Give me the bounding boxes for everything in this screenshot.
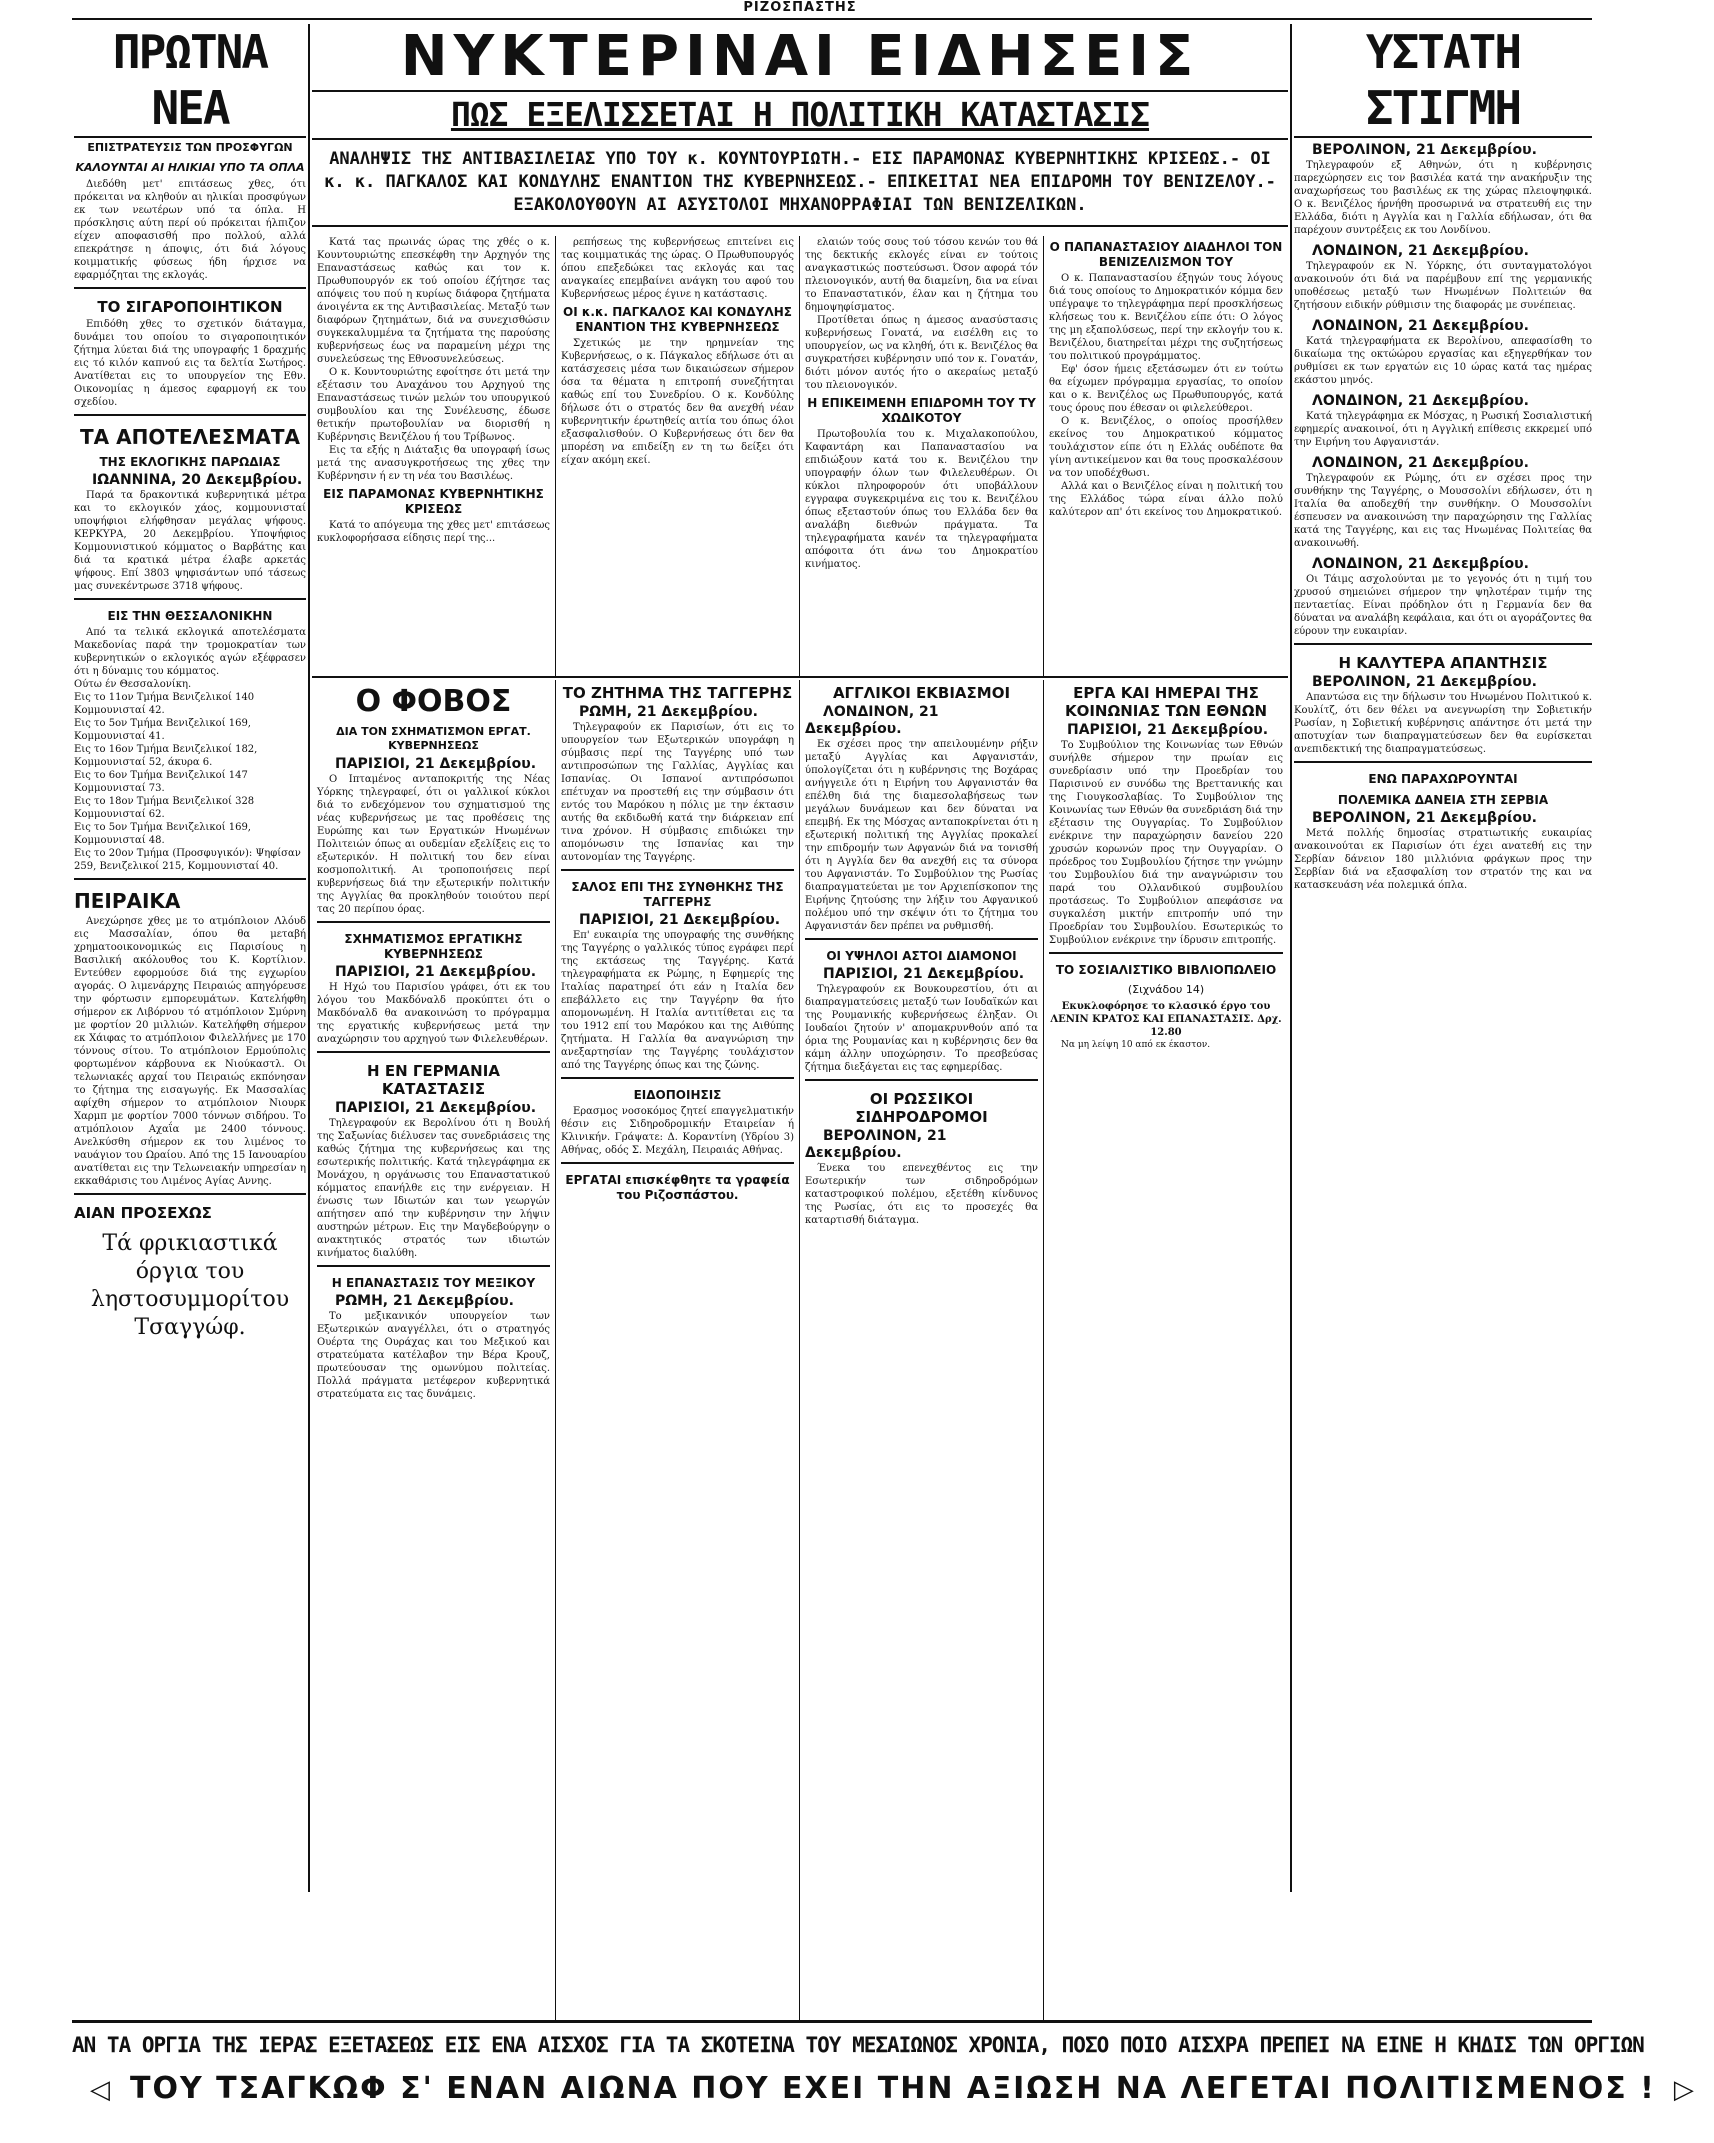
article-text: Ανεχώρησε χθες με το ατμόπλοιον Λλόυδ εις Μασσαλίαν, όπου θα μεταβή χρηματοοικονομικώς εις Παρισίους η Βασιλική ακόλουθος του Κ. Κορτίλιον. Εντεύθεν εφορμούσε διά της εγχωρίου αγοράς. Ο λιμενάρχης Πειραιώς απηγόρευσε την φόρτωσιν εμπορευμάτων. Κατελήφθη σήμερον εκ Λιβόρνου τό ατμόπλοιον Σμύρνη με φορτίον 20 μιλλιών. Κατελήφθη σήμερον εκ Χάιφας το ατμόπλοιον Φιλελλήνες με 170 τόννους σίτου. Το ατμόπλοιον Ερμούπολις φορτωμένον κάρβουνα εκ Νιούκαστλ. Οι τελωνιακές αρχαί του Πειραιώς εκπόνησαν το ζήτημα της εισαγωγής. Εκ Μασσαλίας αφίχθη σήμερον το ατμόπλοιον Νιουρκ Χαρμπ με φορτίον 7000 τόννων σιδήρου. Το ατμόπλοιον Αχαΐα με 2400 τόννους. Ανελκύσθη σήμερον εκ του λιμένος το ναυάγιον του Ωραίου. Από της 15 Ιανουαρίου ανατίθεται εις την Τελωνειακήν υπηρεσίαν η εκκαθάρισις του Λιμένος Αγίας Αννης. <box>74 916 306 1187</box>
divider <box>805 938 1038 940</box>
left-kicker: ΕΠΙΣΤΡΑΤΕΥΣΙΣ ΤΩΝ ΠΡΟΣΦΥΓΩΝ <box>87 141 293 154</box>
article-text: Κατά τηλεγράφημα εκ Μόσχας, η Ρωσική Σοσιαλιστική εφημερίς ανακοινοί, ότι η Αγγλική επίθεσις εκκρεμεί υπό την Ειρήνη του Αφγανιστάν. <box>1294 411 1592 448</box>
upper-article-grid <box>312 236 1288 678</box>
article-heading: ΤΑ ΑΠΟΤΕΛΕΣΜΑΤΑ <box>80 425 300 449</box>
banner-line-2 <box>72 2067 1696 2112</box>
article-heading: ΕΙΣ ΤΗΝ ΘΕΣΣΑΛΟΝΙΚΗΝ <box>107 609 273 623</box>
article-text: Κατά το απόγευμα της χθες μετ' επιτάσεως κυκλοφορήσασα είδησις περί της... <box>317 520 550 544</box>
article-column <box>1044 680 1288 2020</box>
article-text: Μετά πολλής δημοσίας στρατιωτικής ευκαιρίας ανακοινούται εκ Παρισίων ότι έχει ανατεθή εις την Σερβίαν δάνειον 180 μιλλιόνια φράγκων προς την Σερβίαν διά να εξασφαλίση τον στρατόν της και να κατασκευάση νέα πολεμικά όπλα. <box>1294 828 1592 891</box>
article-text: Εκυκλοφόρησε το κλασικό έργο του ΛΕΝΙΝ ΚΡΑΤΟΣ ΚΑΙ ΕΠΑΝΑΣΤΑΣΙΣ. Δρχ. 12.80 <box>1050 1001 1282 1038</box>
article-text: Ο Ιπταμένος ανταποκριτής της Νέας Υόρκης τηλεγραφεί, ότι οι γαλλικοί κύκλοι διά το ενδεχόμενον του σχηματισμού της νέας κυβερνήσεως με τας προθέσεις της Ευρώπης και των Εργατικών Ηνωμένων Πολιτειών όπως αι ουδεμίαν εξελίξεις εις το εξωτερικόν. Η πολιτική του δεν είναι κοσμοπολιτική. Αι τροποποιήσεις περί κυβερνήσεως διά την εξωτερικήν πολιτικήν της Αγγλίας θα προκληθούν τοιούτου περί τας 20 περίπου όρας. <box>317 774 550 915</box>
divider <box>74 414 306 416</box>
article-heading: Ο ΠΑΠΑΝΑΣΤΑΣΙΟΥ ΔΙΑΔΗΛΟΙ ΤΟΝ ΒΕΝΙΖΕΛΙΣΜΟΝ ΤΟΥ <box>1049 240 1283 269</box>
divider <box>1294 643 1592 645</box>
dateline: ΠΑΡΙΣΙΟΙ, 21 Δεκεμβρίου. <box>335 756 537 772</box>
result-line: Εις το 6ον Τμήμα Βενιζελικοί 147 Κομμουνισταί 73. <box>74 770 248 794</box>
article-text: Κατά τας πρωινάς ώρας της χθές ο κ. Κουντουριώτης επεσκέφθη την Αρχηγόν της Επαναστάσεως καθώς και τον κ. Πρωθυπουργόν εκ τού οποίου έζήτησε τας απόψεις του πού η κυρίως διάφορα ζητήματα άνοιγέντα εκ της Αντιβασιλείας. Μεταξύ των διαφόρων ζητημάτων, διά να συνεχισθώσιν συγκεκαλυμμένα τα ζητήματα της παρούσης κυβερνήσεως έως να παραμείνη μέχρι της συνελεύσεως της Εθνοσυνελεύσεως. <box>317 237 550 365</box>
result-line: Εις το 20ον Τμήμα (Προσφυγικόν): Ψηφίσαν 259, Βενιζελικοί 215, Κομμουνισταί 40. <box>74 848 301 872</box>
article-text: Τηλεγραφούν εκ Ρώμης, ότι εν σχέσει προς την συνθήκην της Ταγγέρης, ο Μουσσολίνι εδήλωσεν, ότι η Ιταλία θα αποδεχθή την συνθήκην. Ο Μουσσολίνι έσπευσεν να ανακοινώση την παραχώρησιν της Γαλλίας κατά της Ταγγέρης, και εις τας Ηνωμένας Πολιτείας θα ανακοινωθή. <box>1294 473 1592 549</box>
article-column <box>312 236 556 676</box>
article-heading: ΟΙ ΡΩΣΣΙΚΟΙ ΣΙΔΗΡΟΔΡΟΜΟΙ <box>855 1090 988 1126</box>
article-text: Οι Τάιμς ασχολούνται με το γεγονός ότι η τιμή του χρυσού σημειώνει σήμερον την ψηλοτέραν τιμήν της πενταετίας. Είναι πρόδηλον ότι η Γερμανία δεν θα δύναται να αναλάβη κεφάλαια, και ότι οι αγοράζοντες θα εύρουν την ευκαιρίαν. <box>1294 574 1592 637</box>
article-text: Απαντώσα εις την δήλωσιν του Ηνωμένου Πολιτικού κ. Κουλίτζ, ότι δεν θέλει να ανεγνωρίση την Σοβιετικήν Ρωσίαν, η Σοβιετική κυβέρνησις απάντησε ότι μετά την αποτυχίαν των διαπραγματεύσεων δεν θα ευρίσκεται ανεπιδεκτική της διαπραγματεύσεως. <box>1294 692 1592 755</box>
result-line: Εις το 5ον Τμήμα Βενιζελικοί 169, Κομμουνισταί 48. <box>74 822 251 846</box>
article-text: Ένεκα του επενεχθέντος εις την Εσωτερικήν των σιδηροδρόμων καταστροφικού πολέμου, εξετέθη κίνδυνος της Ρωσίας, ότι εις το προσεχές θα καταρτισθή διάταγμα. <box>805 1163 1038 1226</box>
dateline: ΠΑΡΙΣΙΟΙ, 21 Δεκεμβρίου. <box>335 1100 537 1116</box>
article-text: Πρωτοβουλία του κ. Μιχαλακοπούλου, Καφαντάρη και Παπαναστασίου να επιδιώξουν κατά του κ. Βενιζέλου την υπογραφήν όλων των Φιλελευθέρων. Οι κύκλοι πληροφορούν ότι υποβάλλουν εγγραφα συγκεκριμένα εις του κ. Βενιζέλου όπως εξεταστούν όπως του Ελλάδα δεν θα αναλάβη διεθνών πράγματα. Τα τηλεγραφήματα κανέν τα τηλεγραφήματα απόφοιτα ότι άνω του Δημοκρατίου κινήματος. <box>805 429 1038 570</box>
advertisement-text: Τά φρικιαστικά όργια του ληστοσυμμορίτου Τσαγγώφ. <box>90 1231 290 1340</box>
article-text: Παρά τα δρακοντικά κυβερνητικά μέτρα και το εκλογικόν χάος, κομμουνισταί υποψήφιοι ελήφθησαν μεγάλας ψήφους. ΚΕΡΚΥΡΑ, 20 Δεκεμβρίου. Υποψήφιος Κομμουνιστικού κόμματος ο Βαρβάτης και διά τα κρατικά μέτρα έλαβε αρκετάς ψήφους. Επί 3803 ψηφισάντων υπό τάσεως μας συνεκέντρωσε 3718 ψήφους. <box>74 490 306 592</box>
dateline: ΛΟΝΔΙΝΟΝ, 21 Δεκεμβρίου. <box>1312 243 1529 259</box>
article-text: Το μεξικανικόν υπουργείον των Εξωτερικών αναγγέλλει, ότι ο στρατηγός Ουέρτα της Ουράχας και του Μεξικού και στρατεύματα κατέλαβον την Βέρα Κρουζ, πρωτεύουσαν της ομωνύμου πολιτείας. Πολλά πράγματα μετέφερον κυβερνητικά στρατεύματα εις τας δυνάμεις. <box>317 1311 550 1400</box>
article-column <box>1044 236 1288 676</box>
headline-deck: ΑΝΑΛΗΨΙΣ ΤΗΣ ΑΝΤΙΒΑΣΙΛΕΙΑΣ ΥΠΟ ΤΟΥ κ. ΚΟΥΝΤΟΥΡΙΩΤΗ.- ΕΙΣ ΠΑΡΑΜΟΝΑΣ ΚΥΒΕΡΝΗΤΙΚΗΣ ΚΡΙΣΕΩΣ.- ΟΙ κ. κ. ΠΑΓΚΑΛΟΣ ΚΑΙ ΚΟΝΔΥΛΗΣ ΕΝΑΝΤΙΟΝ ΤΗΣ ΚΥΒΕΡΝΗΣΕΩΣ.- ΕΠΙΚΕΙΤΑΙ ΝΕΑ ΕΠΙΔΡΟΜΗ ΤΟΥ ΒΕΝΙΖΕΛΟΥ.- ΕΞΑΚΟΛΟΥΘΟΥΝ ΑΙ ΑΣΥΣΤΟΛΟΙ ΜΗΧΑΝΟΡΡΑΦΙΑΙ ΤΩΝ ΒΕΝΙΖΕΛΙΚΩΝ. <box>312 140 1288 227</box>
article-heading: ΑΙΑΝ ΠΡΟΣΕΧΩΣ <box>74 1204 212 1222</box>
center-column <box>312 24 1288 2015</box>
article-heading: ΕΝΩ ΠΑΡΑΧΩΡΟΥΝΤΑΙ <box>1368 772 1518 786</box>
article-heading: Η ΕΠΙΚΕΙΜΕΝΗ ΕΠΙΔΡΟΜΗ ΤΟΥ ΤΥ ΧΩΔΙΚΟΤΟΥ <box>807 396 1036 425</box>
sub-headline: ΠΩΣ ΕΞΕΛΙΣΣΕΤΑΙ Η ΠΟΛΙΤΙΚΗ ΚΑΤΑΣΤΑΣΙΣ <box>312 92 1288 140</box>
article-heading: ΕΙΔΟΠΟΙΗΣΙΣ <box>633 1088 722 1102</box>
left-arrow-icon: ◁ <box>90 2075 112 2105</box>
dateline: ΒΕΡΟΛΙΝΟΝ, 21 Δεκεμβρίου. <box>805 1128 947 1161</box>
divider <box>317 921 550 923</box>
divider <box>561 869 794 871</box>
article-column <box>800 236 1044 676</box>
column-divider <box>1290 24 1292 1892</box>
dateline: ΠΑΡΙΣΙΟΙ, 21 Δεκεμβρίου. <box>579 912 781 928</box>
article-column <box>556 680 800 2020</box>
banner-line-1: ΑΝ ΤΑ ΟΡΓΙΑ ΤΗΣ ΙΕΡΑΣ ΕΞΕΤΑΣΕΩΣ ΕΙΣ ΕΝΑ ΑΙΣΧΟΣ ΓΙΑ ΤΑ ΣΚΟΤΕΙΝΑ ΤΟΥ ΜΕΣΑΙΩΝΟΣ ΧΡΟΝΙΑ, ΠΟΣΟ ΠΟΙΟ ΑΙΣΧΡΑ ΠΡΕΠΕΙ ΝΑ ΕΙΝΕ Η ΚΗΔΙΣ ΤΩΝ ΟΡΓΙΩΝ <box>72 2033 1644 2057</box>
article-text: Ο κ. Παπαναστασίου έξηγών τους λόγους διά τους οποίους το Δημοκρατικόν κόμμα δεν υπέγραψε το τηλεγράφημα περί προσκλήσεως κλήσεως του κ. Βενιζέλου είπε ότι: Ο λόγος της μη εξαπολύσεως, περί την εκλογήν του κ. Βενιζέλου, διατηρείται μέχρι της συζητήσεως του πολιτικού προγράμματος. <box>1049 273 1283 362</box>
article-heading: Η ΕΠΑΝΑΣΤΑΣΙΣ ΤΟΥ ΜΕΞΙΚΟΥ <box>331 1276 536 1290</box>
article-column <box>556 236 800 676</box>
divider <box>805 1079 1038 1081</box>
article-text: Ο κ. Κουντουριώτης εφοίτησε ότι μετά την εξέτασιν του Αναχάνου του Αρχηγού της Επαναστάσεως τινών μελών του υπουργικού συμβουλίου και της Συνέλευσης, έδωσε θετικήν πρωτοβουλίαν να διορισθή η Κυβέρνησις Βενιζέλου ή του Τρίβωνος. <box>317 367 550 443</box>
divider <box>317 1265 550 1267</box>
article-heading: ΕΙΣ ΠΑΡΑΜΟΝΑΣ ΚΥΒΕΡΝΗΤΙΚΗΣ ΚΡΙΣΕΩΣ <box>323 487 544 516</box>
article-text: Αλλά και ο Βενιζέλος είναι η πολιτική του της Ελλάδος τώρα είναι άλλο πολύ καλύτερον απ' ότι εκείνος του Δημοκρατικού. <box>1049 481 1283 518</box>
article-text: Τηλεγραφούν εκ Ν. Υόρκης, ότι συνταγματολόγοι ανακοινούν ότι διά να παρέμβουν επί της γερμανικής υποθέσεως μεταξύ των Ηνωμένων Πολιτειών θα ζητήσουν ειδικήν ρύθμισιν της διαφοράς με συνέπειας. <box>1294 261 1592 311</box>
divider <box>561 1077 794 1079</box>
dateline: ΛΟΝΔΙΝΟΝ, 21 Δεκεμβρίου. <box>1312 455 1529 471</box>
dateline: ΒΕΡΟΛΙΝΟΝ, 21 Δεκεμβρίου. <box>1312 142 1537 158</box>
dateline: ΡΩΜΗ, 21 Δεκεμβρίου. <box>579 704 758 720</box>
article-text: Η Ηχώ του Παρισίου γράφει, ότι εκ του λόγου του Μακδόναλδ προκύπτει ότι ο Μακδόναλδ θα ανακοινώση το πρόγραμμα της εργατικής κυβερνήσεως μετά την αναχώρησιν του αρχηγού των Φιλελευθέρων. <box>317 982 550 1045</box>
article-text: Τηλεγραφούν εκ Βερολίνου ότι η Βουλή της Σαξωνίας διέλυσεν τας συνεδριάσεις της καθώς ζήτημα της κυβερνήσεως και της εσωτερικής πολιτικής. Κατά τηλεγράφημα εκ Μονάχου, η οργάνωσις του Επαναστατικού κόμματος επανήλθε εις την ενέργειαν. Η ένωσις των Ιδιωτών και των γεωργών απήτησεν από την κυβέρνησιν την λήψιν αυστηρών μέτρων. Εις την Μαγδεβούργην ο ανακτητικός στρατός των ιδιωτών κινήματος διαλύθη. <box>317 1118 550 1259</box>
result-line: Εις το 11ον Τμήμα Βενιζελικοί 140 Κομμουνισταί 42. <box>74 692 255 716</box>
article-text: Κατά τηλεγραφήματα εκ Βερολίνου, απεφασίσθη το δικαίωμα της οκτώώρου εργασίας και εξηγερθήκαν τον ρυθμίσει εκ των εργατών εις 10 ώρας κατά τας ημέρας εκάστου μηνός. <box>1294 336 1592 386</box>
result-line: Εις το 5ον Τμήμα Βενιζελικοί 169, Κομμουνισταί 41. <box>74 718 251 742</box>
dateline: ΠΑΡΙΣΙΟΙ, 21 Δεκεμβρίου. <box>823 966 1025 982</box>
article-heading: ΕΡΓΑ ΚΑΙ ΗΜΕΡΑΙ ΤΗΣ ΚΟΙΝΩΝΙΑΣ ΤΩΝ ΕΘΝΩΝ <box>1064 684 1268 720</box>
masthead: ΡΙΖΟΣΠΑΣΤΗΣ <box>743 0 857 15</box>
article-text: Τηλεγραφούν εκ Παρισίων, ότι εις το υπουργείον των Εξωτερικών υπογράφη η σύμβασις περί της Ταγγέρης υπό των αντιπροσώπων της Γαλλίας, Αγγλίας και Ισπανίας. Οι Ισπανοί αντιπρόσωποι επέτυχαν να προστεθή εις την σύμβασιν ότι εντός του Μαρόκου η πόλις με την έκτασιν αυτής θα εκδιδωθή κατά την διάρκειαν επί τινα χρόνον. Η σύμβασις επιδιώκει την απομόνωσιν της Ισπανίας και την αυτονομίαν της Ταγγέρης. <box>561 722 794 863</box>
dateline: ΡΩΜΗ, 21 Δεκεμβρίου. <box>335 1293 514 1309</box>
article-heading: ΕΡΓΑΤΑΙ επισκέφθητε τα γραφεία του Ριζοσπάστου. <box>565 1173 790 1202</box>
article-text: Να μη λείψη 10 από εκ έκαστον. <box>1061 1040 1211 1050</box>
dateline: ΒΕΡΟΛΙΝΟΝ, 21 Δεκεμβρίου. <box>1312 674 1537 690</box>
divider <box>74 878 306 880</box>
article-text: Διεδόθη μετ' επιτάσεως χθες, ότι πρόκειται να κληθούν αι ηλικίαι προσφύγων εκ των νεωτέρων υπό τα όπλα. Η πρόσκλησις αύτη περί ού πρόκειται ήλπιζον είχεν αποφασισθή προ πολλού, αλλά επεκράτησε η άποψις, ότι διά λόγους κοιμματικής φύσεως ήδη ήρχισε να εφαρμόζηται της εκλογάς. <box>74 179 306 281</box>
article-text: Εις τα εξής η Διάταξις θα υπογραφή ίσως μετά της ανασυγκροτήσεως της χθες την Κυβέρνησιν ή εν τη νέα του Βασιλέως. <box>317 445 550 482</box>
election-results <box>74 678 306 873</box>
divider <box>1049 952 1283 954</box>
article-text: Από τα τελικά εκλογικά αποτελέσματα Μακεδονίας παρά την τρομοκρατίαν των κυβερνητικών ο εκλογικός αγών εξέφρασεν ότι η δύναμις του κόμματος. <box>74 627 306 677</box>
article-heading: ΠΕΙΡΑΙΚΑ <box>74 889 181 913</box>
article-text: Επ' ευκαιρία της υπογραφής της συνθήκης της Ταγγέρης ο γαλλικός τύπος εγράφει περί της εκτάσεως της Ταγγέρης. Κατά τηλεγραφήματα εκ Ρώμης, η Εφημερίς της Ιταλίας παρατηρεί ότι εάν η Ιταλία δεν επεβάλλετο εις την Ταγγέρην θα ήτο απομονωμένη. Η Ιταλία αντιτίθεται εις τα του 1912 επί του Μαρόκου και της Αιθύπης ζητήματα. Η Γαλλία θα αναγνώριση την ανεξαρτησίαν της Ταγγέρης τουλάχιστον από της Ταγγέρης όπως και της ζώνης. <box>561 930 794 1071</box>
right-column <box>1294 24 1592 2015</box>
article-text: Επιδόθη χθες το σχετικόν διάταγμα, δυνάμει του οποίου το σιγαροποιητικόν ζήτημα λύεται διά της υπογραφής 1 δραχμής εις τό κιλόν καπνού εις τα δελτία Σωτήρος. Ανατίθεται εις το υπουργείον της Εθν. Οικονομίας η άμεσος εφαρμογή εκ του σχεδίου. <box>74 319 306 408</box>
right-arrow-icon: ▷ <box>1673 2075 1696 2105</box>
article-heading: ΤΟ ΣΟΣΙΑΛΙΣΤΙΚΟ ΒΙΒΛΙΟΠΩΛΕΙΟ <box>1055 963 1277 977</box>
divider <box>561 1162 794 1164</box>
dateline: ΙΩΑΝΝΙΝΑ, 20 Δεκεμβρίου. <box>92 472 303 488</box>
column-divider <box>308 24 310 1892</box>
top-rule <box>72 18 1592 20</box>
article-column <box>800 680 1044 2020</box>
article-heading: ΑΓΓΛΙΚΟΙ ΕΚΒΙΑΣΜΟΙ <box>832 684 1011 702</box>
article-text: Σχετικώς με την ηρημνείαν της Κυβερνήσεως, ο κ. Πάγκαλος εδήλωσε ότι αι κατάσχεσεις μέσα των δικαιώσεων σήμερον όσα τα θέματα η επιτροπή συνεζήτηται καθώς επί του Συνεδρίου. Ο κ. Κονδύλης δήλωσε ότι ο στρατός δεν θα ανεχθή νέαν κυβερνητικήν έρωτηθείς αιτία του όπως όλοι εξασφαλισθούν. Ο Κυβερνήσεως ότι δεν θα μπορέση να επιδείξη εν τη τω δείξει ότι είχαν ακόμη εκεί. <box>561 338 794 466</box>
dateline: ΛΟΝΔΙΝΟΝ, 21 Δεκεμβρίου. <box>1312 556 1529 572</box>
bottom-banner <box>72 2020 1696 2141</box>
dateline: ΒΕΡΟΛΙΝΟΝ, 21 Δεκεμβρίου. <box>1312 810 1537 826</box>
result-line: Εις το 16ον Τμήμα Βενιζελικοί 182, Κομμουνισταί 52, άκυρα 6. <box>74 744 258 768</box>
divider <box>317 1051 550 1053</box>
article-column <box>312 680 556 2020</box>
article-heading: ΤΟ ΣΙΓΑΡΟΠΟΙΗΤΙΚΟΝ <box>97 298 283 316</box>
article-text: Το Συμβούλιον της Κοινωνίας των Εθνών συνήλθε σήμερον την πρωίαν εις συνεδρίασιν υπό την Προεδρίαν του Παρισινού εν συνόδω της Βρεττανικής και της Γιουγκοσλαβίας. Το Συμβούλιον της Κοινωνίας των Εθνών θα συνεδριάση διά την εξέτασιν της Ουγγαρίας. Το Συμβούλιον ενέκρινε την παραχώρησιν δανείου 220 χρυσών κορωνών προς την Ουγγαρίαν. Ο πρόεδρος του Συμβουλίου ζήτησε την γνώμην του Συμβουλίου διά την αναγνώρισιν του παρά του Ολλανδικού συμβουλίου προτάσεως. Το Συμβούλιον απεφάσισε να συγκαλέση μικτήν επιτροπήν υπό την Προεδρίαν του Συμβουλίου. Εσωτερικώς το Συμβούλιον ενέκρινε την ίδρυσιν επιτροπής. <box>1049 740 1283 946</box>
article-heading: ΣΑΛΟΣ ΕΠΙ ΤΗΣ ΣΥΝΘΗΚΗΣ ΤΗΣ ΤΑΓΓΕΡΗΣ <box>571 880 784 909</box>
divider <box>74 287 306 289</box>
article-text: Ο κ. Βενιζέλος, ο οποίος προσήλθεν εκείνος του Δημοκρατικού κόμματος τουλάχιστον είπε ότι η Ελλάς ουδέποτε θα γίνη αντικείμενον και θα τους προσκαλέσουν να τον υποδέχθωσι. <box>1049 416 1283 479</box>
right-column-title: ΥΣΤΑΤΗ ΣΤΙΓΜΗ <box>1294 24 1592 138</box>
article-heading: ΤΗΣ ΕΚΛΟΓΙΚΗΣ ΠΑΡΩΔΙΑΣ <box>99 455 281 469</box>
article-text: Τηλεγραφούν εκ Βουκουρεστίου, ότι αι διαπραγματεύσεις μεταξύ των Ιουδαϊκών και της Ρουμανικής κυβερνήσεως έληξαν. Οι Ιουδαίοι ζητούν ν' απομακρυνθούν από τα όρια της Ρουμανίας και η κυβέρνησις δεν θα κάμη άλλην υποχώρησιν. Το πρεσβεύσας ζήτημα διεξάγεται εις τας εφημερίδας. <box>805 984 1038 1073</box>
dateline: ΛΟΝΔΙΝΟΝ, 21 Δεκεμβρίου. <box>1312 393 1529 409</box>
banner-line-2-text: ΤΟΥ ΤΣΑΓΚΩΦ Σ' ΕΝΑΝ ΑΙΩΝΑ ΠΟΥ ΕΧΕΙ ΤΗΝ ΑΞΙΩΣΗ ΝΑ ΛΕΓΕΤΑΙ ΠΟΛΙΤΙΣΜΕΝΟΣ ! <box>130 2071 1656 2106</box>
article-heading: Η ΕΝ ΓΕΡΜΑΝΙΑ ΚΑΤΑΣΤΑΣΙΣ <box>367 1062 500 1098</box>
article-text: Εκ σχέσει προς την απειλουμένην ρήξιν μεταξύ Αγγλίας και Αφγανιστάν, ύπολογίζεται ότι η κυβέρνησις της Βοχάρας ανήγγειλε ότι η Ειρήνη του Αφγανιστάν θα επέλθη διά της διαμεσολαβήσεως των μεγάλων δυνάμεων και δεν δύναται να επεμβή. Εκ της Μόσχας ανταποκρίνεται ότι η εξωτερική πολιτική της Αγγλίας προκαλεί την επιδρομήν των Αφγανών διά να τονισθή ότι η Αγγλία δεν θα ανεχθή εις τα σύνορα του Αφγανιστάν. Το Συμβούλιον της Ρωσίας διαπραγματεύεται με τον Αρχιεπίσκοπον της Ειρήνης ζητούσης την λήξιν του Αφγανικού πολέμου υπό την σκέψιν ότι το ζήτημα του Αφγανιστάν δεν πρέπει να ρυθμισθή. <box>805 739 1038 932</box>
article-text: Εφ' όσον ήμεις εξετάσωμεν ότι εν τούτω θα είχωμεν πρόγραμμα εργασίας, το οποίον και ο κ. Βενιζέλος ως Πρωθυπουργός, κατά τους όρους που έθεσαν οι φιλελεύθεροι. <box>1049 364 1283 414</box>
result-line: Εις το 18ον Τμήμα Βενιζελικοί 328 Κομμουνισταί 62. <box>74 796 255 820</box>
article-text: Προτίθεται όπως η άμεσος ανασύστασις κυβερνήσεως Γονατά, να εισέλθη εις το υπουργείον, ως να κληθή, ότι κ. Βενιζέλος θα συγκρατήσει κυβέρνησιν υπό τον κ. Γονατάν, διότι μόνον αυτός ήτο ο ακεραίως μεταξύ του πλειονογικόν. <box>805 315 1038 391</box>
article-heading: Η ΚΑΛΥΤΕΡΑ ΑΠΑΝΤΗΣΙΣ <box>1338 654 1548 672</box>
result-line: Ούτω έν Θεσσαλονίκη. <box>74 679 192 690</box>
article-text: ελαιών τούς σους τού τόσου κενών του θά της δεκτικής εκλογές είναι εν τούτοις αναγκαστικώς ποστεύσωσι. Όσον αφορά τόν πλειονογικόν, αυτή θα διαμείνη, δια να είναι το Επαναστατικόν, έλαν και η ζήτημα του δημοψηφίσματος. <box>805 237 1038 313</box>
article-heading: ΤΟ ΖΗΤΗΜΑ ΤΗΣ ΤΑΓΓΕΡΗΣ <box>562 684 793 702</box>
article-heading: ΟΙ ΥΨΗΛΟΙ ΑΣΤΟΙ ΔΙΑΜΟΝΟΙ <box>826 949 1017 963</box>
article-text: Ερασμος νοσοκόμος ζητεί επαγγελματικήν θέσιν εις Σιδηροδρομικήν Εταιρείαν ή Κλινικήν. Γράψατε: Δ. Κοραντίνη (Υδρίου 3) Αθήνας, οδός Σ. Μεχάλη, Πειραιάς Αθήνας. <box>561 1106 794 1156</box>
lower-article-grid <box>312 680 1288 2020</box>
dateline: ΠΑΡΙΣΙΟΙ, 21 Δεκεμβρίου. <box>335 964 537 980</box>
main-headline: ΝΥΚΤΕΡΙΝΑΙ ΕΙΔΗΣΕΙΣ <box>312 24 1288 92</box>
article-heading: ΟΙ κ.κ. ΠΑΓΚΑΛΟΣ ΚΑΙ ΚΟΝΔΥΛΗΣ ΕΝΑΝΤΙΟΝ ΤΗΣ ΚΥΒΕΡΝΗΣΕΩΣ <box>563 305 792 334</box>
divider <box>1294 761 1592 763</box>
article-heading: Ο ΦΟΒΟΣ <box>355 684 512 719</box>
article-kicker: (Σιχνάδου 14) <box>1127 983 1205 996</box>
article-heading: ΣΧΗΜΑΤΙΣΜΟΣ ΕΡΓΑΤΙΚΗΣ ΚΥΒΕΡΝΗΣΕΩΣ <box>344 932 523 961</box>
article-kicker: ΔΙΑ ΤΟΝ ΣΧΗΜΑΤΙΣΜΟΝ ΕΡΓΑΤ. ΚΥΒΕΡΝΗΣΕΩΣ <box>336 725 531 752</box>
article-text: Τηλεγραφούν εξ Αθηνών, ότι η κυβέρνησις παρεχώρησεν εις τον βασιλέα κατά την ανακήρυξιν της αναχωρήσεως του βασιλέως εκ της χώρας πλειοψηφικά. Ο κ. Βενιζέλος ήρνήθη προσωρινά να στρατευθή εις την Ελλάδα, διότι η Αγγλία και η Γαλλία εδήλωσαν, ότι θα παρέχουν συντρέξεις εκ του Λονδίνου. <box>1294 160 1592 236</box>
dateline: ΠΑΡΙΣΙΟΙ, 21 Δεκεμβρίου. <box>1067 722 1269 738</box>
left-kicker: ΚΑΛΟΥΝΤΑΙ ΑΙ ΗΛΙΚΙΑΙ ΥΠΟ ΤΑ ΟΠΛΑ <box>75 161 305 174</box>
divider <box>74 1193 306 1195</box>
left-column-title: ΠΡΩΤΝΑ ΝΕΑ <box>74 24 306 138</box>
divider <box>74 598 306 600</box>
dateline: ΛΟΝΔΙΝΟΝ, 21 Δεκεμβρίου. <box>1312 318 1529 334</box>
article-heading: ΠΟΛΕΜΙΚΑ ΔΑΝΕΙΑ ΣΤΗ ΣΕΡΒΙΑ <box>1337 793 1549 807</box>
left-column <box>74 24 306 2015</box>
article-text: ρεπήσεως της κυβερνήσεως επιτείνει εις τας κοιμματικάς της ώρας. Ο Πρωθυπουργός όπου επεξεδώκει τας εκλογάς και τας αναγκαίες επεμβαίνει ανάγκη του αφού του Κυβερνήσεως μέρος έγινε η κατάστασις. <box>561 237 794 300</box>
dateline: ΛΟΝΔΙΝΟΝ, 21 Δεκεμβρίου. <box>805 704 939 737</box>
